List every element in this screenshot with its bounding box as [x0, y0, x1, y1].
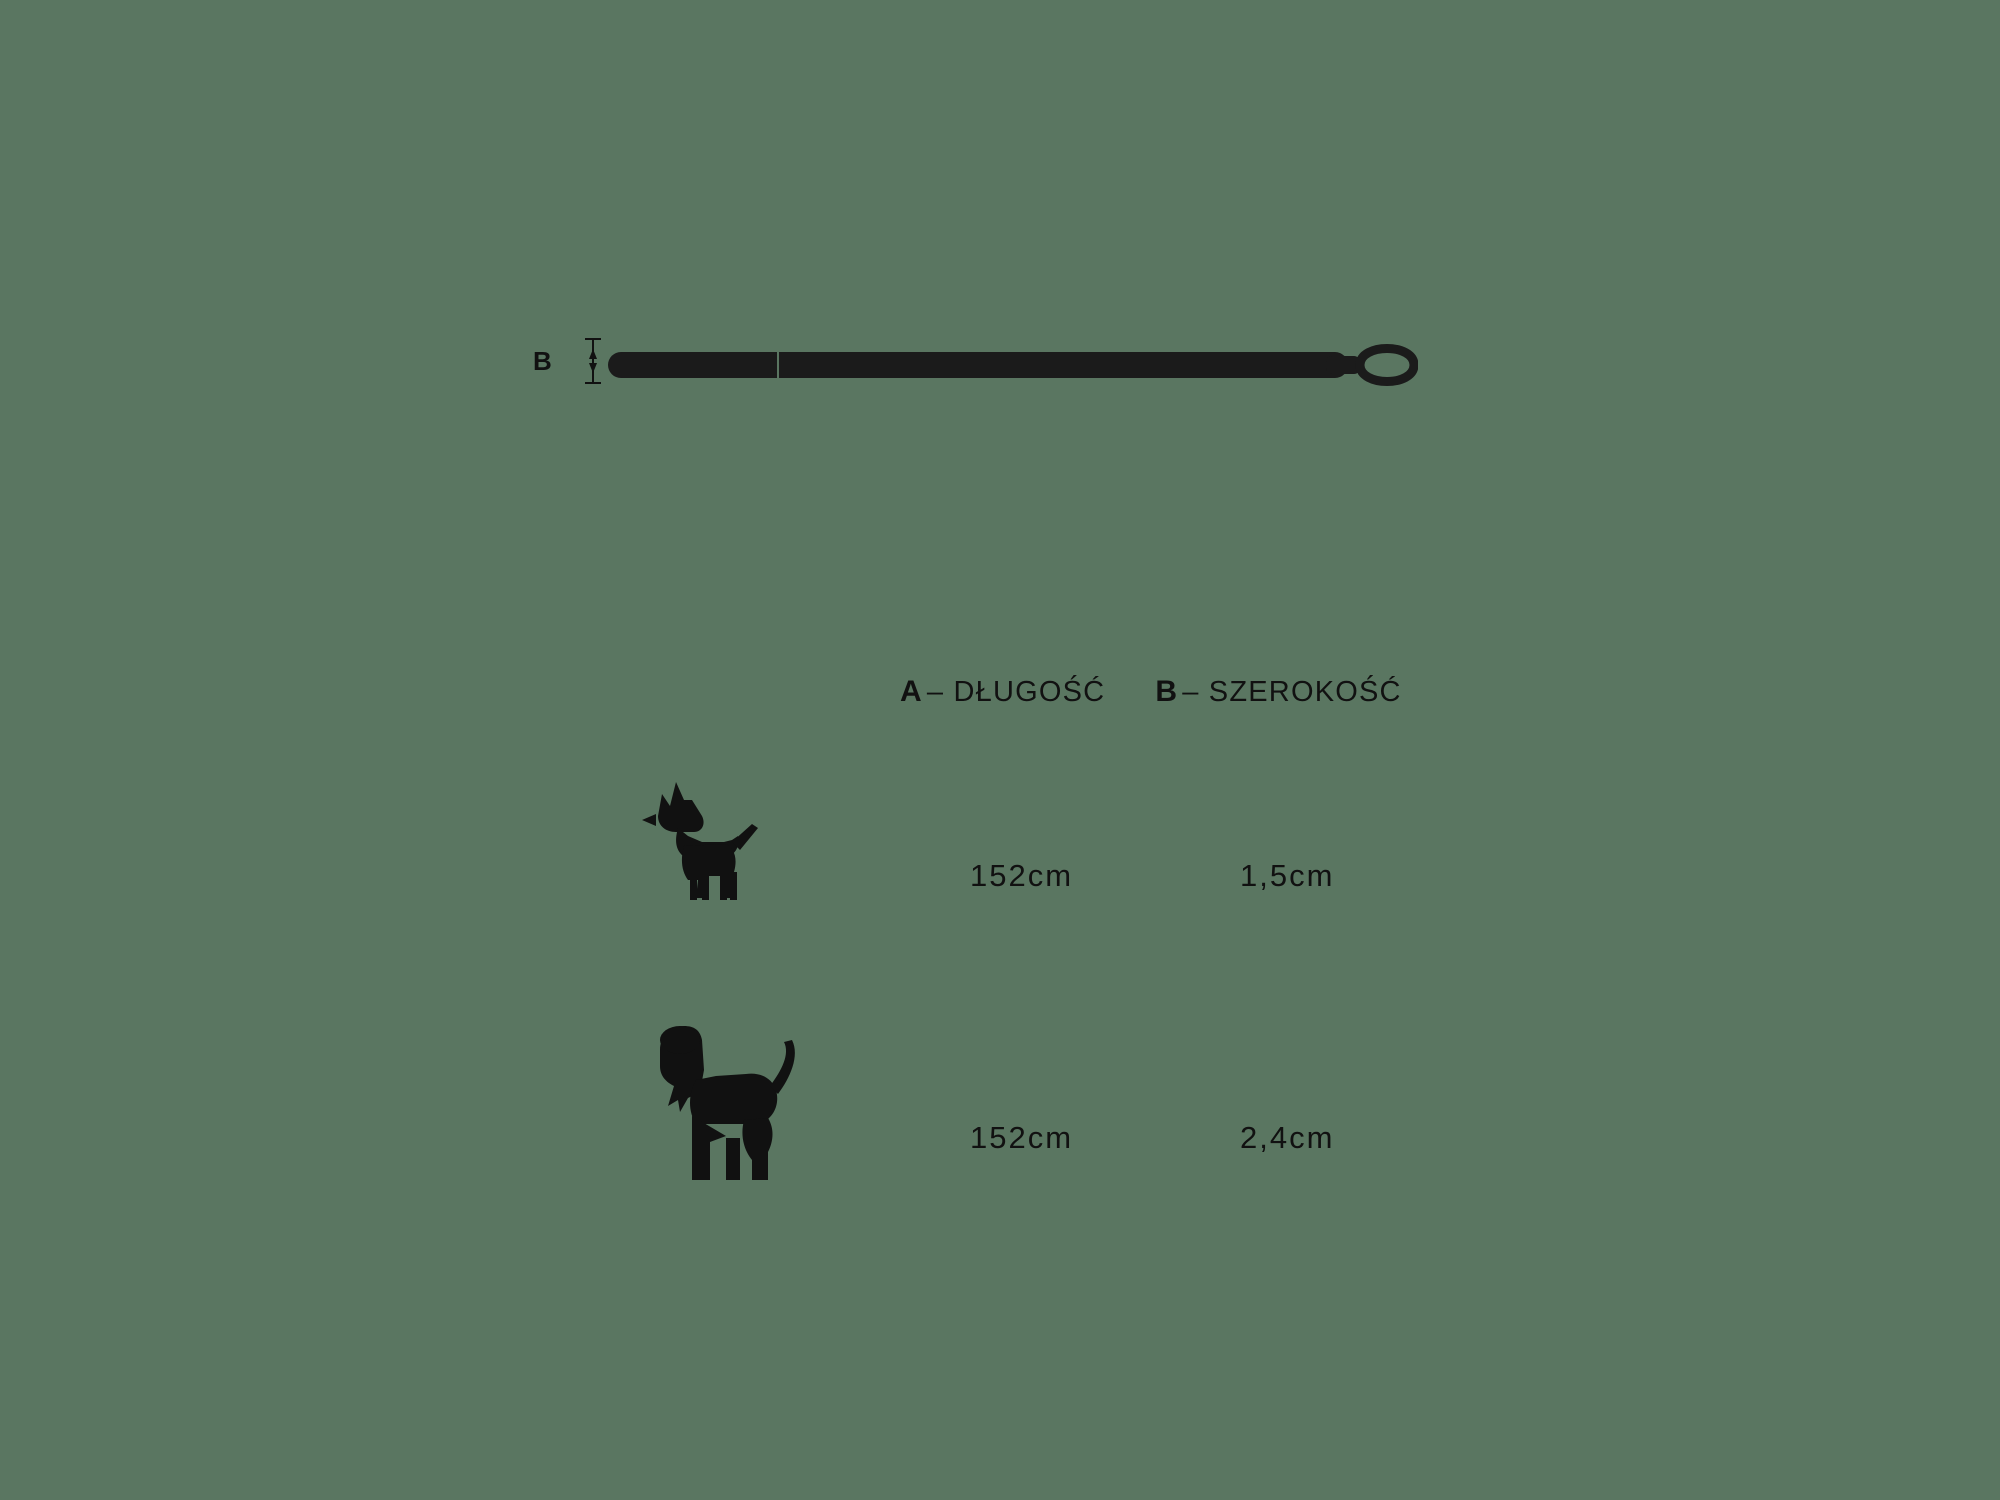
width-value: 2,4cm [1240, 1120, 1335, 1155]
table-row [640, 1020, 1420, 1190]
legend-item-width [1155, 675, 1401, 709]
width-value: 1,5cm [1240, 858, 1335, 893]
legend-dash-a: – [926, 676, 945, 708]
legend-label-width: SZEROKOŚĆ [1208, 676, 1402, 708]
width-dimension-arrow [582, 335, 604, 387]
size-table [640, 780, 1420, 1190]
legend-dash-b: – [1182, 676, 1200, 708]
small-dog-icon [640, 780, 800, 920]
leash-illustration [608, 330, 1418, 410]
length-value: 152cm [970, 1120, 1074, 1155]
large-dog-icon [640, 1020, 840, 1200]
legend [900, 675, 1402, 709]
width-marker-label: B [533, 346, 553, 376]
legend-label-length: DŁUGOŚĆ [953, 676, 1106, 708]
leash-diagram [520, 330, 1420, 410]
legend-item-length [900, 675, 1105, 709]
table-row [640, 780, 1420, 950]
length-value: 152cm [970, 858, 1074, 893]
legend-key-b: B [1155, 675, 1179, 708]
legend-key-a: A [900, 675, 923, 708]
